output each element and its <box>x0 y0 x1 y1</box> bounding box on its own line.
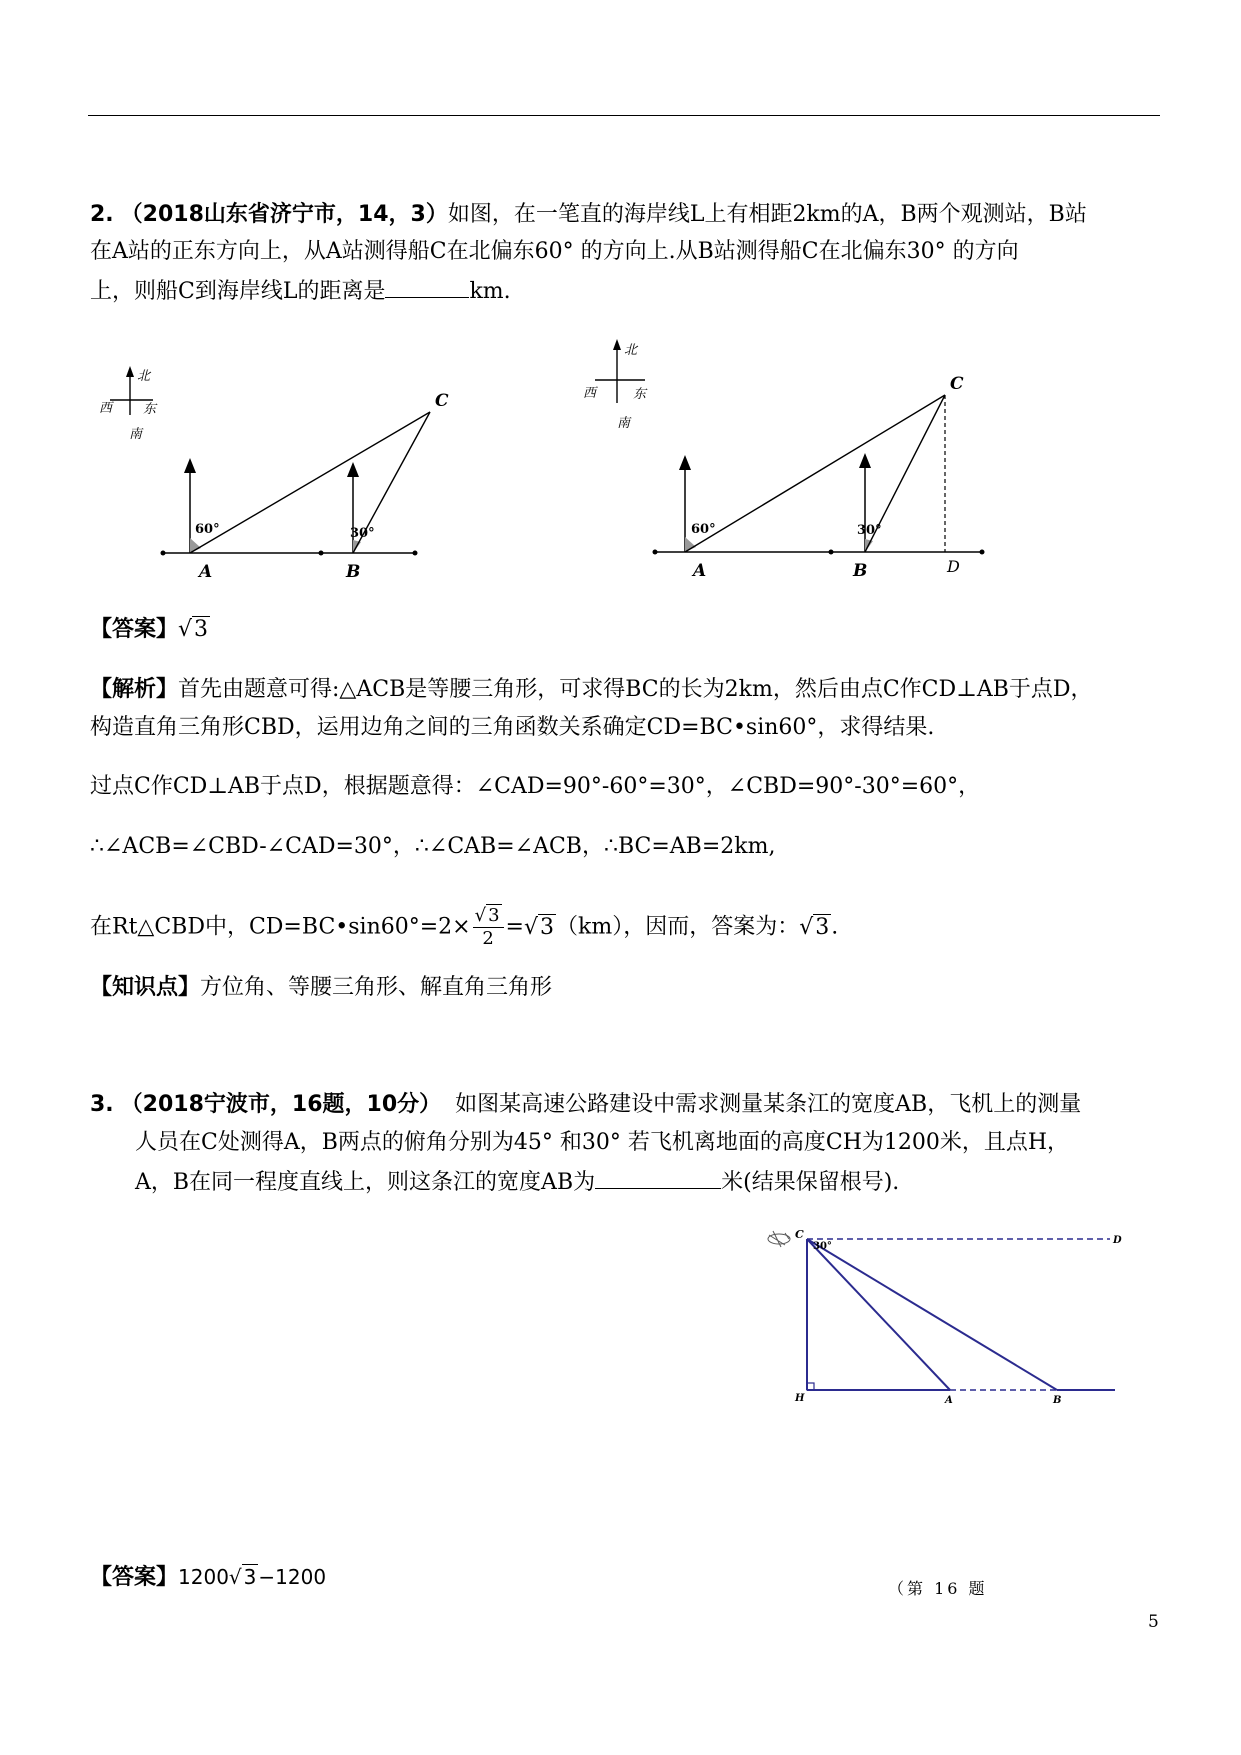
q2-answer-label: 【答案】 <box>90 617 179 642</box>
q3-answer <box>90 1562 326 1593</box>
q2-number: 2. <box>90 202 114 227</box>
q2-analysis-text-1: 首先由题意可得:△ACB是等腰三角形，可求得BC的长为2km，然后由点C作CD⊥AB于点D， <box>178 677 1093 702</box>
q3-point-b: B <box>1053 1395 1062 1406</box>
q2-line-1 <box>90 200 1087 230</box>
q2-answer-sqrt: √3 <box>178 617 209 642</box>
airplane-icon <box>768 1231 790 1247</box>
compass-south-label: 南 <box>129 427 143 442</box>
q3-text-3: A，B在同一程度直线上，则这条江的宽度AB为 <box>135 1170 596 1195</box>
q3-source: （2018宁波市，16题，10分） <box>120 1092 442 1117</box>
compass-north-label: 北 <box>137 369 151 384</box>
point-a-label: A <box>199 562 213 582</box>
q2-step-3: 在Rt△CBD中，CD=BC•sin60°=2× $\frac{√ 3}{2}$ =√3（km），因而，答案为：√3. <box>90 905 839 949</box>
north-arrow-b <box>347 462 359 477</box>
compass-west-label: 西 <box>99 401 113 416</box>
q3-line-2: 人员在C处测得A，B两点的俯角分别为45° 和30° 若飞机离地面的高度CH为1200米，且点H， <box>135 1130 1070 1155</box>
angle-60-label: 60° <box>195 522 220 537</box>
q2-answer-blank <box>385 275 469 298</box>
q2-step3-sqrt-2: √3 <box>799 914 830 940</box>
q3-text-1: 如图某高速公路建设中需求测量某条江的宽度AB，飞机上的测量 <box>455 1092 1082 1117</box>
line-ac <box>190 412 430 553</box>
point-b-label: B <box>346 562 361 582</box>
q2-text-1: 如图，在一笔直的海岸线L上有相距2km的A，B两个观测站，B站 <box>447 202 1087 227</box>
q2-answer <box>90 615 210 645</box>
compass-rose <box>99 366 158 442</box>
q2-analysis-2: 构造直角三角形CBD，运用边角之间的三角函数关系确定CD=BC•sin60°，求得结果. <box>90 715 935 740</box>
angle-30-label: 30° <box>350 526 375 541</box>
q2-step-1: 过点C作CD⊥AB于点D，根据题意得：∠CAD=90°-60°=30°，∠CBD=90°-30°=60°， <box>90 774 981 799</box>
q3-point-c: C <box>795 1228 804 1241</box>
page-number: 5 <box>1148 1612 1159 1632</box>
q3-figure-caption: （第 16 题 <box>888 1579 988 1598</box>
line-ca <box>807 1239 950 1390</box>
q3-answer-label: 【答案】 <box>90 1565 179 1590</box>
q3-answer-value: 1200√ 3 −1200 <box>178 1565 327 1589</box>
point-c-label-r: C <box>950 374 964 394</box>
q3-line-1 <box>90 1090 1081 1120</box>
q3-figure <box>755 1225 1125 1405</box>
q3-line-3 <box>135 1166 899 1198</box>
q3-answer-blank <box>595 1166 721 1189</box>
q2-source: （2018山东省济宁市，14，3） <box>120 202 448 227</box>
q2-text-3-end: km. <box>469 279 511 304</box>
compass-north-label-r: 北 <box>624 343 638 358</box>
compass-rose-right <box>583 339 648 431</box>
q2-knowledge-text: 方位角、等腰三角形、解直角三角形 <box>200 975 553 1000</box>
q2-step3-pre: 在Rt△CBD中，CD=BC•sin60°=2× <box>90 914 471 940</box>
q2-analysis-label: 【解析】 <box>90 677 179 702</box>
point-b-label-r: B <box>853 561 868 581</box>
q2-step-2: ∴∠ACB=∠CBD-∠CAD=30°，∴∠CAB=∠ACB，∴BC=AB=2km, <box>90 834 776 859</box>
q2-knowledge <box>90 973 552 1003</box>
q2-knowledge-label: 【知识点】 <box>90 975 201 1000</box>
q3-angle-label: 30° <box>813 1241 832 1252</box>
q2-analysis-1 <box>90 675 1093 705</box>
compass-south-label-r: 南 <box>617 416 631 431</box>
angle-30-label-r: 30° <box>857 523 882 538</box>
q2-step3-fraction: $\frac{√ 3}{2}$ <box>473 905 504 950</box>
q2-text-3: 上，则船C到海岸线L的距离是 <box>90 279 386 304</box>
q3-point-d: D <box>1113 1235 1122 1246</box>
header-rule <box>88 115 1160 116</box>
compass-west-label-r: 西 <box>583 386 597 401</box>
point-d-label-r: D <box>947 557 960 576</box>
q3-point-a: A <box>945 1395 953 1406</box>
q2-figure-left <box>95 360 449 582</box>
point-a-label-r: A <box>693 561 707 581</box>
q3-point-h: H <box>795 1393 805 1404</box>
north-arrow-a <box>184 458 196 473</box>
q2-line-3 <box>90 275 511 307</box>
q2-line-2: 在A站的正东方向上，从A站测得船C在北偏东60° 的方向上.从B站测得船C在北偏东30° 的方向 <box>90 239 1019 264</box>
q3-text-3-end: 米(结果保留根号). <box>721 1170 900 1195</box>
q3-number: 3. <box>90 1092 114 1117</box>
q2-figure-right <box>575 335 995 580</box>
compass-east-label: 东 <box>143 402 157 417</box>
angle-60-label-r: 60° <box>691 522 716 537</box>
point-c-label: C <box>435 391 449 411</box>
q2-step3-sqrt-1: √3 <box>523 914 555 940</box>
line-cb <box>807 1239 1057 1390</box>
compass-east-label-r: 东 <box>633 387 647 402</box>
